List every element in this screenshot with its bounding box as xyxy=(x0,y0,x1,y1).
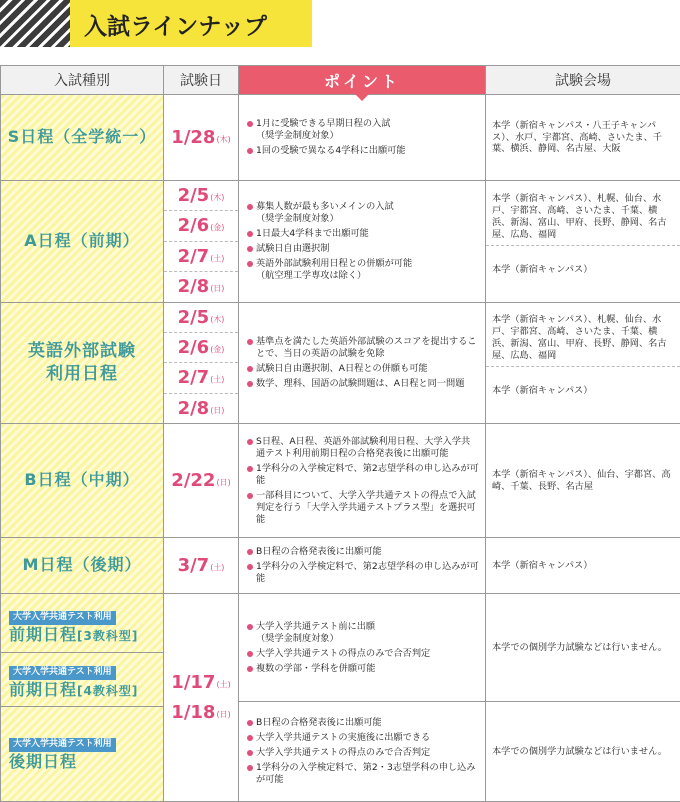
exam-type-a: A日程（前期） xyxy=(1,181,164,303)
header-date: 試験日 xyxy=(164,66,239,95)
point-item: 英語外部試験利用日程との併願が可能 （航空理工学専攻は除く） xyxy=(247,258,479,282)
point-item: 1学科分の入学検定料で、第2志望学科の申し込みが可能 xyxy=(247,463,479,487)
point-item: 試験日自由選択制 xyxy=(247,243,479,255)
exam-date: 2/6(金) xyxy=(164,210,238,240)
title-bar xyxy=(70,0,312,47)
table-row-a xyxy=(1,181,680,303)
exam-type-common-test xyxy=(1,594,164,802)
header-point: ポイント xyxy=(239,66,486,95)
exam-dates-s xyxy=(164,95,239,181)
venue-s: 本学（新宿キャンパス・八王子キャンパス）、水戸、宇都宮、高崎、さいたま、千葉、横浜、静岡、名古屋、大阪 xyxy=(486,95,680,181)
table-row-m xyxy=(1,538,680,594)
points-common-test-zenki xyxy=(239,594,486,702)
exam-type-s: S日程（全学統一） xyxy=(1,95,164,181)
exam-date: 2/5(木) xyxy=(164,181,238,210)
point-item: 1学科分の入学検定料で、第2志望学科の申し込みが可能 xyxy=(247,561,479,585)
exam-date: 3/7(土) xyxy=(164,551,238,580)
venue-m: 本学（新宿キャンパス） xyxy=(486,538,680,594)
point-item: 基準点を満たした英語外部試験のスコアを提出することで、当日の英語の試験を免除 xyxy=(247,336,479,360)
header-type: 入試種別 xyxy=(1,66,164,95)
points-s xyxy=(239,95,486,181)
venue-english xyxy=(486,302,680,424)
common-test-tag: 大学入学共通テスト利用 xyxy=(9,738,116,752)
exam-date: 2/6(金) xyxy=(164,332,238,362)
table-row-common-test-1 xyxy=(1,594,680,702)
zenki3-label: 前期日程[3教科型] xyxy=(9,625,138,644)
point-item: 複数の学部・学科を併願可能 xyxy=(247,663,479,675)
exam-date: 2/7(土) xyxy=(164,362,238,392)
exam-date: 2/8(日) xyxy=(164,393,238,423)
venue-common-test-zenki: 本学での個別学力試験などは行いません。 xyxy=(486,594,680,702)
point-item: 1学科分の入学検定料で、第2・3志望学科の申し込みが可能 xyxy=(247,762,479,786)
table-row-s xyxy=(1,95,680,181)
exam-type-english: 英語外部試験 利用日程 xyxy=(1,302,164,424)
point-item: 試験日自由選択制、A日程との併願も可能 xyxy=(247,363,479,375)
page-header xyxy=(0,0,680,47)
venue-section: 本学（新宿キャンパス）、札幌、仙台、水戸、宇都宮、高崎、さいたま、千葉、横浜、新潟、富山、甲府、長野、静岡、名古屋、広島、福岡 xyxy=(486,189,680,245)
points-m xyxy=(239,538,486,594)
point-item: 1日最大4学科まで出願可能 xyxy=(247,228,479,240)
exam-type-b: B日程（中期） xyxy=(1,424,164,538)
points-a xyxy=(239,181,486,303)
exam-date: 1/28(木) xyxy=(164,123,238,152)
table-row-english xyxy=(1,302,680,424)
exam-date: 2/22(日) xyxy=(164,466,238,495)
common-test-koki xyxy=(1,706,163,797)
exam-type-m: M日程（後期） xyxy=(1,538,164,594)
exam-dates-b xyxy=(164,424,239,538)
exam-date: 1/17(土) xyxy=(164,668,238,697)
points-english xyxy=(239,302,486,424)
point-item: 大学入学共通テストの得点のみで合否判定 xyxy=(247,648,479,660)
point-item: 1回の受験で異なる4学科に出願可能 xyxy=(247,145,479,157)
venue-section: 本学（新宿キャンパス） xyxy=(486,366,680,415)
venue-common-test-koki: 本学での個別学力試験などは行いません。 xyxy=(486,702,680,802)
header-venue: 試験会場 xyxy=(486,66,680,95)
venue-a xyxy=(486,181,680,303)
common-test-zenki4 xyxy=(1,652,163,707)
exam-date: 1/18(日) xyxy=(164,698,238,727)
page-title: 入試ラインナップ xyxy=(84,8,267,41)
exam-lineup-table xyxy=(0,65,680,802)
point-item: 募集人数が最も多いメインの入試 （奨学金制度対象） xyxy=(247,201,479,225)
point-item: B日程の合格発表後に出願可能 xyxy=(247,546,479,558)
point-item: 一部科目について、大学入学共通テストの得点で入試判定を行う「大学入学共通テストプラス型」を選択可能 xyxy=(247,490,479,526)
points-b xyxy=(239,424,486,538)
table-header-row xyxy=(1,66,680,95)
exam-dates-english xyxy=(164,302,239,424)
point-item: 大学入学共通テストの得点のみで合否判定 xyxy=(247,747,479,759)
venue-b: 本学（新宿キャンパス）、仙台、宇都宮、高崎、千葉、長野、名古屋 xyxy=(486,424,680,538)
exam-date: 2/8(日) xyxy=(164,271,238,301)
point-item: S日程、A日程、英語外部試験利用日程、大学入学共通テスト利用前期日程の合格発表後に出願可能 xyxy=(247,436,479,460)
header-stripe-decoration xyxy=(0,0,70,47)
zenki4-label: 前期日程[4教科型] xyxy=(9,680,138,699)
exam-dates-a xyxy=(164,181,239,303)
point-item: 大学入学共通テスト前に出願 （奨学金制度対象） xyxy=(247,621,479,645)
exam-date: 2/5(木) xyxy=(164,303,238,332)
point-item: B日程の合格発表後に出願可能 xyxy=(247,717,479,729)
common-test-tag: 大学入学共通テスト利用 xyxy=(9,611,116,625)
koki-label: 後期日程 xyxy=(9,752,77,771)
table-row-b xyxy=(1,424,680,538)
common-test-tag: 大学入学共通テスト利用 xyxy=(9,666,116,680)
points-common-test-koki xyxy=(239,702,486,802)
point-item: 1月に受験できる早期日程の入試 （奨学金制度対象） xyxy=(247,118,479,142)
venue-section: 本学（新宿キャンパス）、札幌、仙台、水戸、宇都宮、高崎、さいたま、千葉、横浜、新潟、富山、甲府、長野、静岡、名古屋、広島、福岡 xyxy=(486,310,680,366)
venue-section: 本学（新宿キャンパス） xyxy=(486,245,680,294)
pointer-triangle-icon xyxy=(355,94,369,101)
exam-dates-common-test xyxy=(164,594,239,802)
point-item: 大学入学共通テストの実施後に出願できる xyxy=(247,732,479,744)
exam-date: 2/7(土) xyxy=(164,241,238,271)
exam-dates-m xyxy=(164,538,239,594)
common-test-zenki3 xyxy=(1,598,163,652)
point-item: 数学、理科、国語の試験問題は、A日程と同一問題 xyxy=(247,378,479,390)
